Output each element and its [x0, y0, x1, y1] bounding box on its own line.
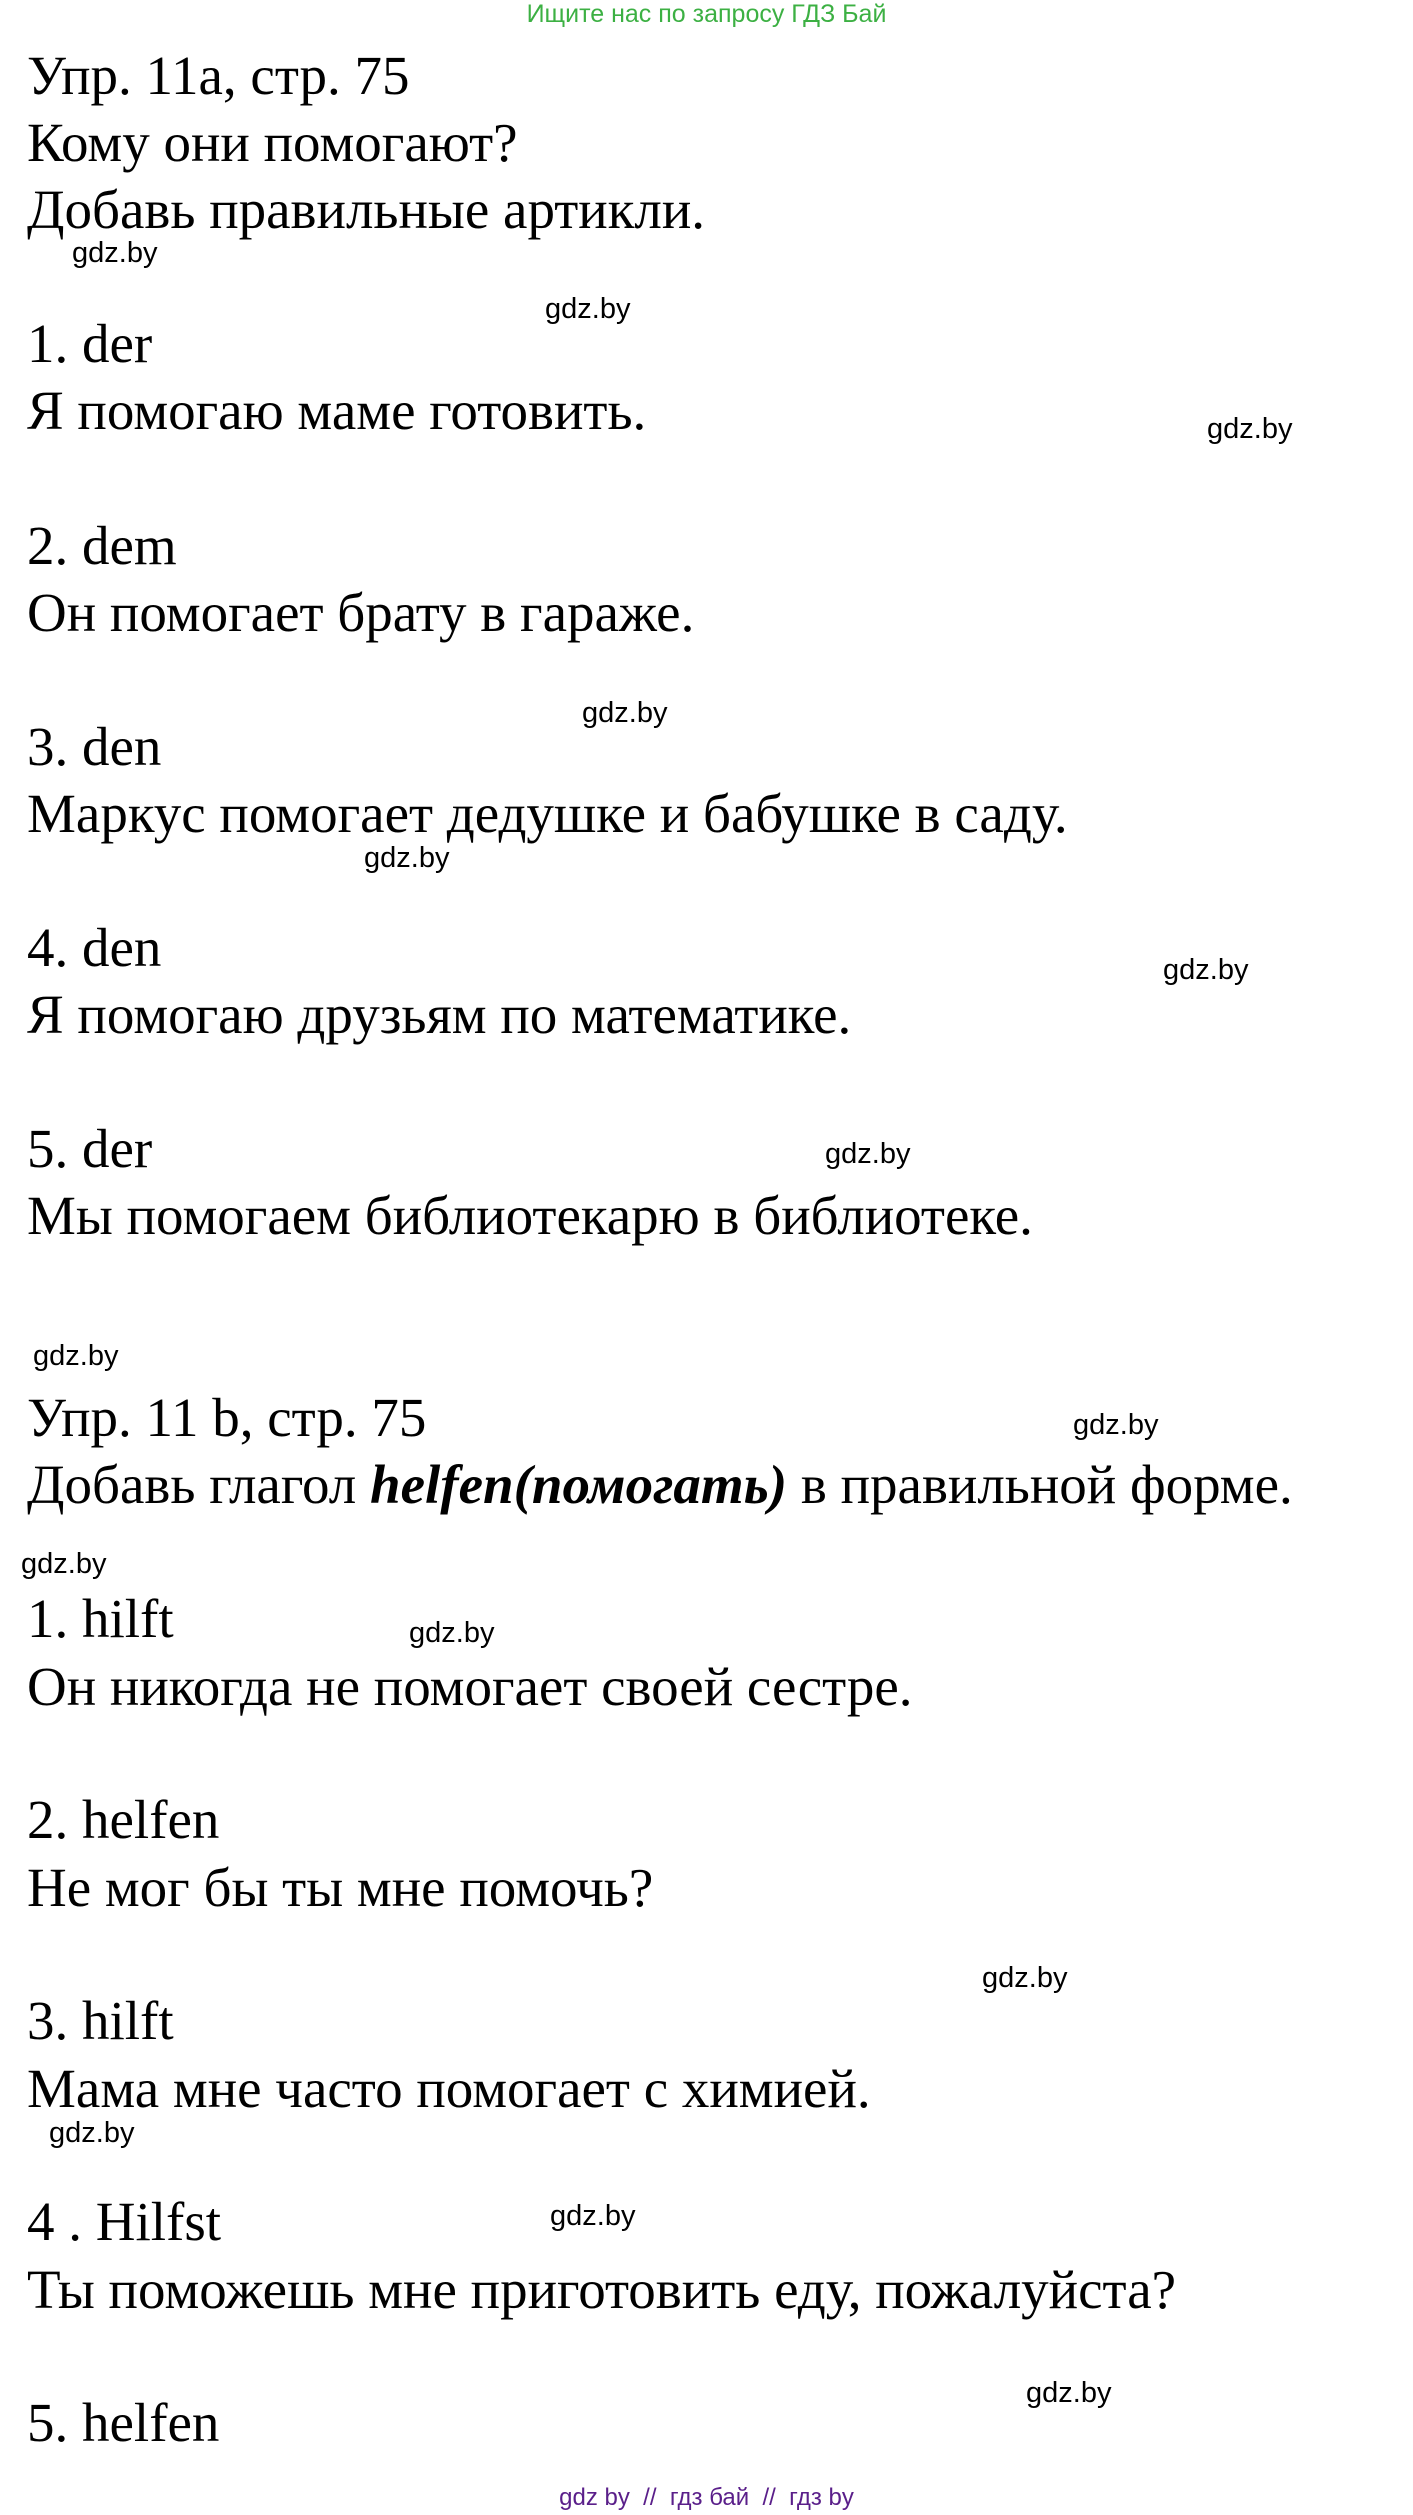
answer-a-3: 3. den — [27, 716, 162, 777]
watermark: gdz.by — [1207, 413, 1293, 445]
watermark: gdz.by — [409, 1617, 495, 1649]
section-b-heading: Упр. 11 b, стр. 75 — [27, 1387, 427, 1448]
section-a-task: Добавь правильные артикли. — [27, 179, 706, 240]
answer-a-5: 5. der — [27, 1118, 153, 1179]
translation-a-3: Маркус помогает дедушке и бабушке в саду. — [27, 783, 1068, 844]
answer-a-4: 4. den — [27, 917, 162, 978]
footer-links: gdz by // гдз бай // гдз by — [559, 2484, 854, 2511]
translation-a-1: Я помогаю маме готовить. — [27, 380, 647, 441]
watermark: gdz.by — [21, 1548, 107, 1580]
watermark: gdz.by — [1026, 2377, 1112, 2409]
watermark: gdz.by — [550, 2200, 636, 2232]
answer-b-4: 4 . Hilfst — [27, 2191, 222, 2252]
translation-a-5: Мы помогаем библиотекарю в библиотеке. — [27, 1185, 1033, 1246]
translation-a-4: Я помогаю друзьям по математике. — [27, 984, 852, 1045]
watermark: gdz.by — [72, 237, 158, 269]
section-a-heading: Упр. 11a, стр. 75 — [27, 45, 410, 106]
watermark: gdz.by — [364, 842, 450, 874]
translation-b-4: Ты поможешь мне приготовить еду, пожалуйста? — [27, 2259, 1177, 2320]
section-b-task-prefix: Добавь глагол — [27, 1454, 370, 1515]
answer-b-5: 5. helfen — [27, 2392, 220, 2453]
section-a-question: Кому они помогают? — [27, 112, 518, 173]
watermark: gdz.by — [825, 1138, 911, 1170]
watermark: gdz.by — [49, 2117, 135, 2149]
watermark: gdz.by — [1163, 954, 1249, 986]
watermark: gdz.by — [1073, 1409, 1159, 1441]
answer-a-1: 1. der — [27, 313, 153, 374]
section-b-task-suffix: в правильной форме. — [787, 1454, 1293, 1515]
section-b-task — [27, 1454, 1293, 1515]
watermark: gdz.by — [33, 1340, 119, 1372]
answer-a-2: 2. dem — [27, 515, 177, 576]
watermark: gdz.by — [982, 1962, 1068, 1994]
translation-b-2: Не мог бы ты мне помочь? — [27, 1857, 654, 1918]
watermark: gdz.by — [582, 697, 668, 729]
translation-b-3: Мама мне часто помогает с химией. — [27, 2058, 871, 2119]
answer-b-1: 1. hilft — [27, 1588, 174, 1649]
answer-b-3: 3. hilft — [27, 1990, 174, 2051]
translation-a-2: Он помогает брату в гараже. — [27, 582, 695, 643]
answer-b-2: 2. helfen — [27, 1789, 220, 1850]
top-banner: Ищите нас по запросу ГДЗ Бай — [526, 0, 887, 28]
translation-b-1: Он никогда не помогает своей сестре. — [27, 1656, 913, 1717]
section-b-task-verb: helfen(помогать) — [370, 1454, 788, 1515]
watermark: gdz.by — [545, 293, 631, 325]
